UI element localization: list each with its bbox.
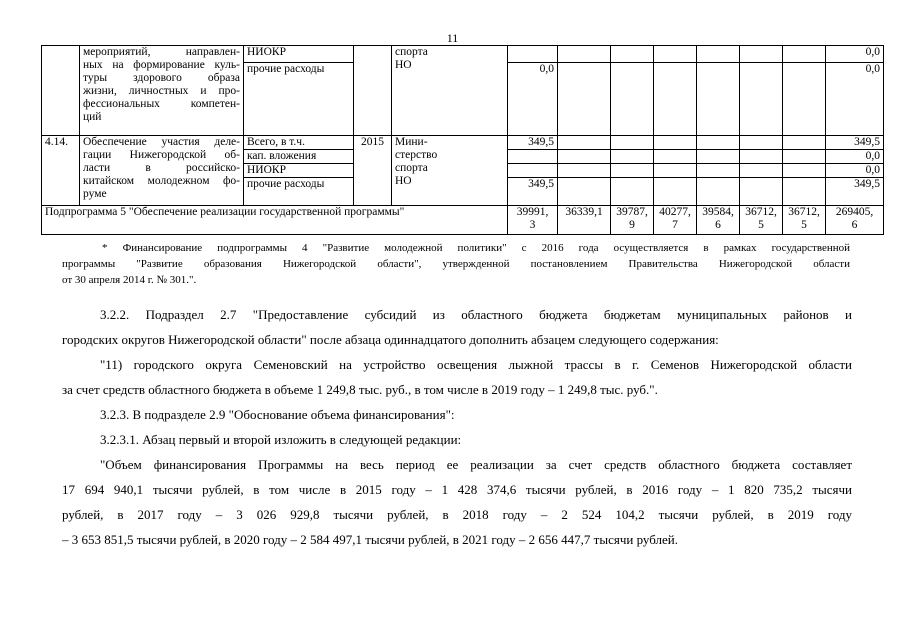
desc-line: руме [83, 188, 107, 200]
summary-value-part: 39584, [702, 206, 734, 218]
summary-value [826, 206, 884, 235]
table-row [42, 136, 884, 150]
value-cell [654, 63, 697, 136]
summary-value [740, 206, 783, 235]
value-cell: 0,0 [508, 63, 558, 136]
value-cell [697, 46, 740, 63]
value-cell [508, 150, 558, 164]
paragraph-line: "11) городского округа Семеновский на устройство освещения лыжной трассы в г. Семенов Нижегородской области [100, 357, 852, 372]
body-text [62, 302, 852, 552]
total-cell: 0,0 [826, 150, 884, 164]
value-cell [558, 164, 611, 178]
value-cell [697, 63, 740, 136]
value-cell [740, 164, 783, 178]
value-cell [783, 46, 826, 63]
value-cell [611, 136, 654, 150]
footnote-line: программы "Развитие образования Нижегородской области", утвержденной постановлением Правительства Нижегородской области [62, 258, 850, 270]
value-cell [654, 150, 697, 164]
value-cell [611, 178, 654, 206]
summary-value-part: 39991, [516, 206, 549, 218]
summary-label: Подпрограмма 5 "Обеспечение реализации государственной программы" [42, 206, 508, 235]
summary-value-part: 269405, [835, 206, 874, 218]
summary-value-part: 3 [529, 219, 536, 231]
number-cell [42, 46, 80, 136]
summary-value [508, 206, 558, 235]
value-cell: 349,5 [508, 136, 558, 150]
item-number: 4.14. [42, 136, 80, 206]
value-cell [697, 150, 740, 164]
value-cell [654, 46, 697, 63]
summary-value-part: 6 [715, 219, 721, 231]
year-cell [354, 46, 392, 136]
total-cell: 0,0 [826, 46, 884, 63]
value-cell [558, 63, 611, 136]
executor-line: НО [395, 59, 412, 71]
value-cell [740, 178, 783, 206]
desc-line: гации Нижегородской об- [83, 149, 240, 161]
paragraph-line: 3.2.3.1. Абзац первый и второй изложить в следующей редакции: [100, 432, 462, 447]
value-cell [611, 164, 654, 178]
value-cell [654, 136, 697, 150]
measure-description [80, 136, 244, 206]
desc-line: китайском молодежном фо- [83, 175, 240, 187]
desc-line: ласти в российско- [83, 162, 240, 174]
expense-category: НИОКР [244, 164, 354, 178]
executor-cell [392, 136, 508, 206]
desc-line: жизни, личностных и про- [83, 85, 240, 97]
measure-description [80, 46, 244, 136]
value-cell [740, 46, 783, 63]
desc-line: фессиональных компетен- [83, 98, 240, 110]
value-cell [783, 136, 826, 150]
summary-value-part: 40277, [659, 206, 691, 218]
expense-category: Всего, в т.ч. [244, 136, 354, 150]
summary-value [558, 206, 611, 235]
expense-category: прочие расходы [244, 63, 354, 136]
executor-line: стерство [395, 149, 438, 161]
value-cell [611, 150, 654, 164]
summary-value-part: 9 [629, 219, 635, 231]
value-cell [783, 164, 826, 178]
executor-line: спорта [395, 46, 428, 58]
value-cell: 349,5 [508, 178, 558, 206]
value-cell [783, 178, 826, 206]
value-cell [611, 63, 654, 136]
footnote-line: * Финансирование подпрограммы 4 "Развитие молодежной политики" с 2016 года осуществляется в рамках государственной [102, 242, 850, 254]
desc-line: Обеспечение участия деле- [83, 136, 240, 148]
total-cell: 0,0 [826, 164, 884, 178]
paragraph-line: 3.2.2. Подраздел 2.7 "Предоставление субсидий из областного бюджета бюджетам муниципальных районов и [100, 307, 852, 322]
total-cell: 349,5 [826, 178, 884, 206]
value-cell [740, 63, 783, 136]
paragraph-line: городских округов Нижегородской области" после абзаца одиннадцатого дополнить абзацем следующего содержания: [62, 332, 719, 347]
executor-line: спорта [395, 162, 428, 174]
summary-value-part: 36339,1 [565, 206, 603, 218]
summary-value-part: 5 [801, 219, 807, 231]
desc-line: туры здорового образа [83, 72, 240, 84]
summary-value-part: 6 [851, 219, 858, 231]
paragraph-line: за счет средств областного бюджета в объеме 1 249,8 тыс. руб., в том числе в 2019 году – 1 249,8 тыс. руб.". [62, 382, 658, 397]
page-number: 11 [446, 31, 459, 45]
value-cell [740, 150, 783, 164]
summary-value-part: 36712, [745, 206, 777, 218]
expense-category: прочие расходы [244, 178, 354, 206]
budget-table [41, 45, 884, 235]
footnote-line: от 30 апреля 2014 г. № 301.". [62, 274, 197, 286]
summary-value [654, 206, 697, 235]
value-cell [783, 150, 826, 164]
expense-category: НИОКР [244, 46, 354, 63]
summary-row [42, 206, 884, 235]
summary-value-part: 5 [758, 219, 764, 231]
value-cell [508, 164, 558, 178]
value-cell [654, 164, 697, 178]
total-cell: 349,5 [826, 136, 884, 150]
paragraph-line: рублей, в 2017 году – 3 026 929,8 тысячи рублей, в 2018 году – 2 524 104,2 тысячи рублей, в 2019 году [62, 507, 852, 522]
year-cell: 2015 [354, 136, 392, 206]
executor-cell [392, 46, 508, 136]
value-cell [558, 136, 611, 150]
value-cell [508, 46, 558, 63]
summary-value-part: 39787, [616, 206, 648, 218]
executor-line: НО [395, 175, 412, 187]
paragraph-line: 3.2.3. В подразделе 2.9 "Обоснование объема финансирования": [100, 407, 455, 422]
value-cell [654, 178, 697, 206]
value-cell [783, 63, 826, 136]
value-cell [558, 46, 611, 63]
paragraph-line: 17 694 940,1 тысячи рублей, в том числе в 2015 году – 1 428 374,6 тысячи рублей, в 2016 году – 1 820 735,2 тысячи [62, 482, 852, 497]
summary-value [783, 206, 826, 235]
footnote [62, 240, 850, 288]
desc-line: ных на формирование куль- [83, 59, 240, 71]
value-cell [697, 178, 740, 206]
executor-line: Мини- [395, 136, 428, 148]
value-cell [611, 46, 654, 63]
summary-value [697, 206, 740, 235]
table-row [42, 46, 884, 63]
expense-category: кап. вложения [244, 150, 354, 164]
value-cell [558, 150, 611, 164]
summary-value [611, 206, 654, 235]
value-cell [697, 164, 740, 178]
desc-line: мероприятий, направлен- [83, 46, 240, 58]
total-cell: 0,0 [826, 63, 884, 136]
value-cell [697, 136, 740, 150]
paragraph-line: – 3 653 851,5 тысячи рублей, в 2020 году – 2 584 497,1 тысячи рублей, в 2021 году – 2 656 447,7 тысячи рублей. [62, 532, 678, 547]
paragraph-line: "Объем финансирования Программы на весь период ее реализации за счет средств областного бюджета составляет [100, 457, 852, 472]
value-cell [558, 178, 611, 206]
summary-value-part: 7 [672, 219, 678, 231]
value-cell [740, 136, 783, 150]
desc-line: ций [83, 111, 102, 123]
summary-value-part: 36712, [788, 206, 820, 218]
